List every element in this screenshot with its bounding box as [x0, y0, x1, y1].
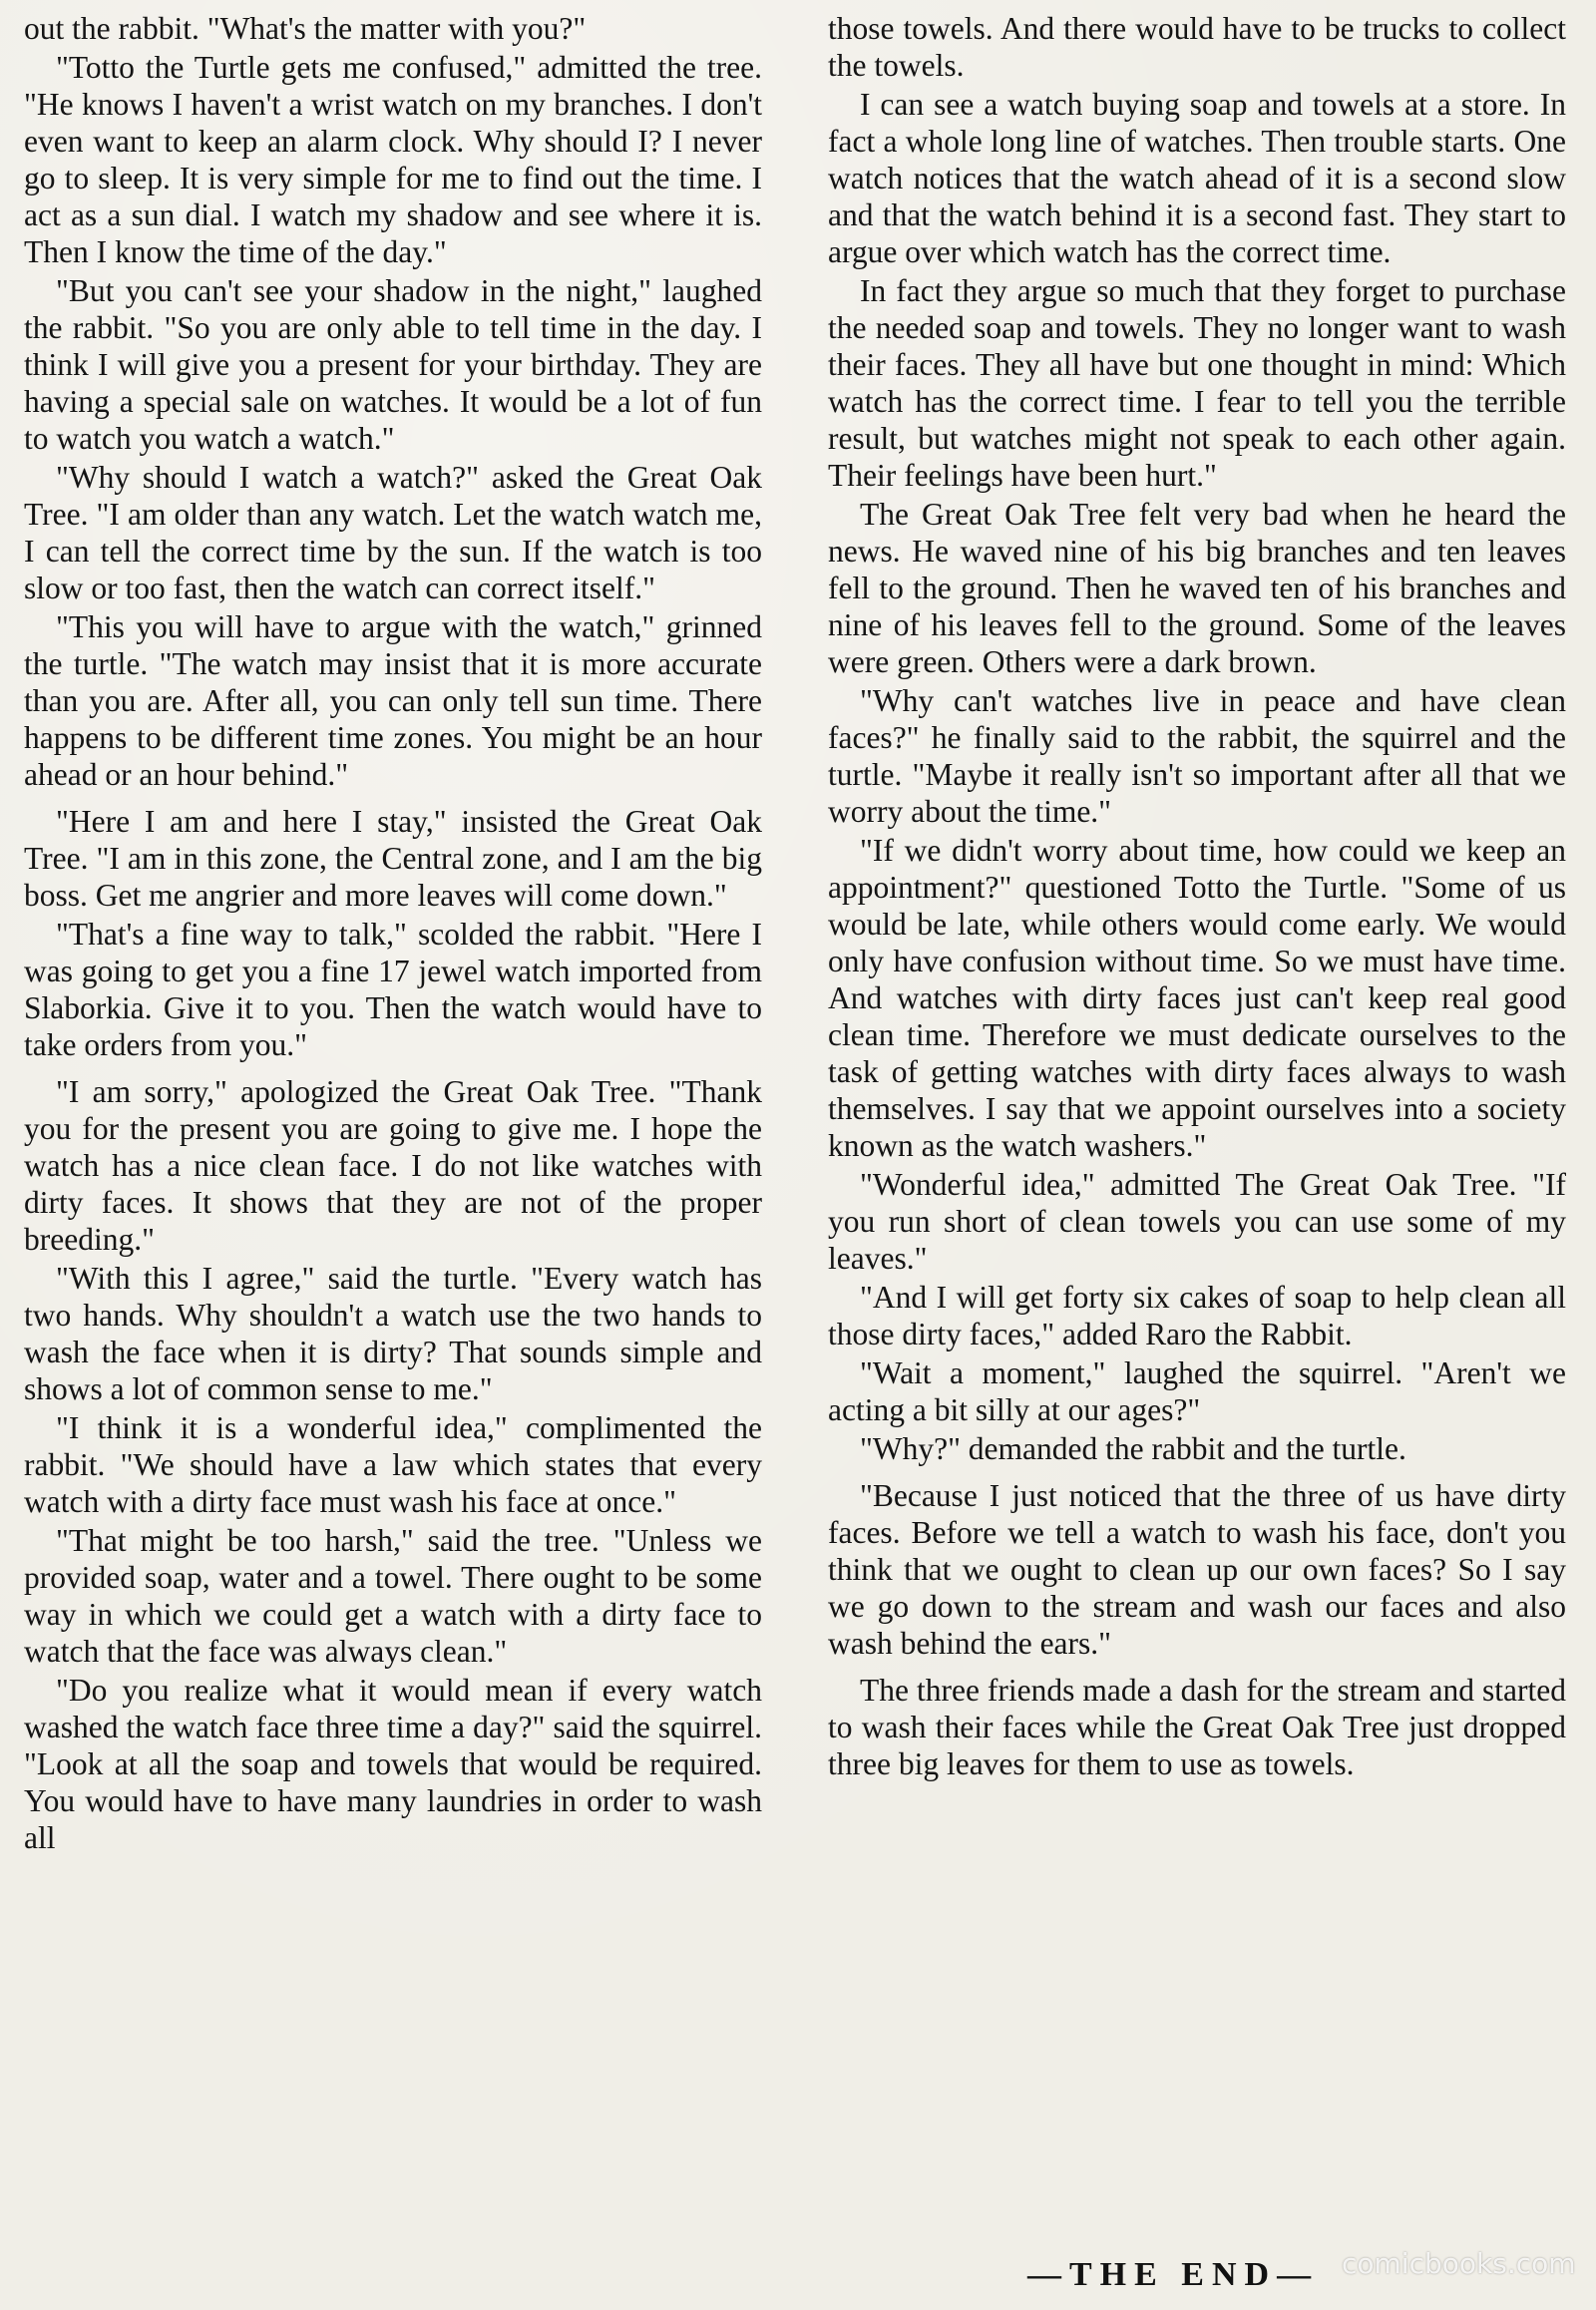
- right-text-column: [828, 10, 1566, 1784]
- paragraph: "Wait a moment," laughed the squirrel. "Aren't we acting a bit silly at our ages?": [828, 1355, 1566, 1427]
- paragraph: "Here I am and here I stay," insisted the Great Oak Tree. "I am in this zone, the Central zone, and I am the big boss. Get me angrier and more leaves will come down.": [24, 804, 762, 913]
- paragraph: "If we didn't worry about time, how could we keep an appointment?" questioned Totto the Turtle. "Some of us would be late, while others would come early. We would only have confusion without time. So we must have time. And watches with dirty faces just can't keep real good clean time. Therefore we must dedicate ourselves to the task of getting watches with dirty faces always to wash themselves. I say that we appoint ourselves into a society known as the watch washers.": [828, 833, 1566, 1163]
- paragraph: "Do you realize what it would mean if every watch washed the watch face three time a day?" said the squirrel. "Look at all the soap and towels that would be required. You would have to have many laundries in order to wash all: [24, 1673, 762, 1855]
- paragraph: "But you can't see your shadow in the night," laughed the rabbit. "So you are only able to tell time in the day. I think I will give you a present for your birthday. They are having a special sale on watches. It would be a lot of fun to watch you watch a watch.": [24, 273, 762, 456]
- paragraph: "Because I just noticed that the three of us have dirty faces. Before we tell a watch to wash his face, don't you think that we ought to clean up our own faces? So I say we go down to the stream and wash our faces and also wash behind the ears.": [828, 1478, 1566, 1661]
- paragraph: "With this I agree," said the turtle. "Every watch has two hands. Why shouldn't a watch use the two hands to wash the face when it is dirty? That sounds simple and shows a lot of common sense to me.": [24, 1261, 762, 1406]
- left-text-column: [24, 10, 762, 1858]
- paragraph: "Why should I watch a watch?" asked the Great Oak Tree. "I am older than any watch. Let the watch watch me, I can tell the correct time by the sun. If the watch is too slow or too fast, then the watch can correct itself.": [24, 460, 762, 605]
- paragraph: "Wonderful idea," admitted The Great Oak Tree. "If you run short of clean towels you can use some of my leaves.": [828, 1167, 1566, 1276]
- paragraph: "Why?" demanded the rabbit and the turtle.: [860, 1431, 1406, 1466]
- paragraph: "Totto the Turtle gets me confused," admitted the tree. "He knows I haven't a wrist watch on my branches. I don't even want to keep an alarm clock. Why should I? I never go to sleep. It is very simple for me to find out the time. I act as a sun dial. I watch my shadow and see where it is. Then I know the time of the day.": [24, 50, 762, 269]
- paragraph: "That's a fine way to talk," scolded the rabbit. "Here I was going to get you a fine 17 jewel watch imported from Slaborkia. Give it to you. Then the watch would have to take orders from you.": [24, 917, 762, 1062]
- paragraph: In fact they argue so much that they forget to purchase the needed soap and towels. They no longer want to wash their faces. They all have but one thought in mind: Which watch has the correct time. I fear to tell you the terrible result, but watches might not speak to each other again. Their feelings have been hurt.": [828, 273, 1566, 493]
- paragraph: The Great Oak Tree felt very bad when he heard the news. He waved nine of his big branches and ten leaves fell to the ground. Then he waved ten of his branches and nine of his leaves fell to the ground. Some of the leaves were green. Others were a dark brown.: [828, 497, 1566, 679]
- paragraph: I can see a watch buying soap and towels at a store. In fact a whole long line of watches. Then trouble starts. One watch notices that the watch ahead of it is a second slow and that the watch behind it is a second fast. They start to argue over which watch has the correct time.: [828, 87, 1566, 269]
- paragraph: out the rabbit. "What's the matter with you?": [24, 11, 587, 46]
- the-end-label: —THE END—: [1027, 2256, 1320, 2293]
- paragraph: "And I will get forty six cakes of soap to help clean all those dirty faces," added Raro the Rabbit.: [828, 1280, 1566, 1351]
- paragraph: "I am sorry," apologized the Great Oak Tree. "Thank you for the present you are going to give me. I hope the watch has a nice clean face. I do not like watches with dirty faces. It shows that they are not of the proper breeding.": [24, 1074, 762, 1257]
- paragraph: "Why can't watches live in peace and have clean faces?" he finally said to the rabbit, the squirrel and the turtle. "Maybe it really isn't so important after all that we worry about the time.": [828, 683, 1566, 829]
- paragraph: "I think it is a wonderful idea," complimented the rabbit. "We should have a law which states that every watch with a dirty face must wash his face at once.": [24, 1410, 762, 1519]
- paragraph: The three friends made a dash for the stream and started to wash their faces while the Great Oak Tree just dropped three big leaves for them to use as towels.: [828, 1673, 1566, 1781]
- paragraph: those towels. And there would have to be trucks to collect the towels.: [828, 11, 1566, 83]
- paragraph: "That might be too harsh," said the tree. "Unless we provided soap, water and a towel. There ought to be some way in which we could get a watch with a dirty face to watch that the face was always clean.": [24, 1523, 762, 1669]
- paragraph: "This you will have to argue with the watch," grinned the turtle. "The watch may insist that it is more accurate than you are. After all, you can only tell sun time. There happens to be different time zones. You might be an hour ahead or an hour behind.": [24, 609, 762, 792]
- site-watermark: comicbooks.com: [1342, 2247, 1576, 2280]
